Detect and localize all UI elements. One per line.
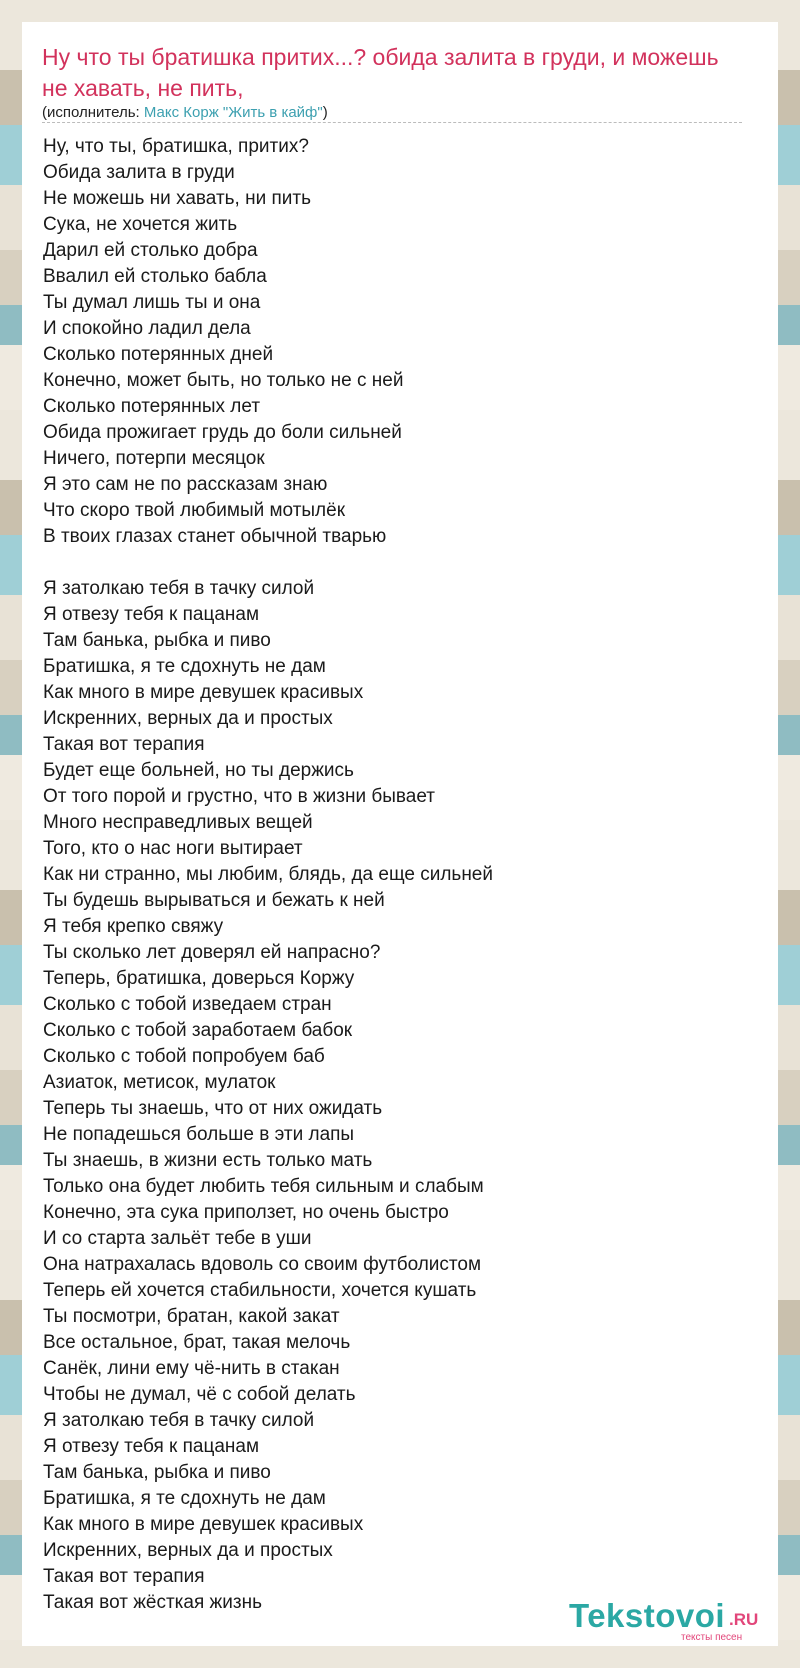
- lyric-line: Как много в мире девушек красивых: [43, 1514, 364, 1535]
- performer-info: [42, 104, 328, 121]
- lyric-line: Ну, что ты, братишка, притих?: [43, 136, 309, 157]
- lyric-line: И со старта зальёт тебе в уши: [43, 1228, 312, 1249]
- lyric-line: Я отвезу тебя к пацанам: [43, 1436, 260, 1457]
- lyric-line: Ты знаешь, в жизни есть только мать: [43, 1150, 373, 1171]
- lyric-line: Азиаток, метисок, мулаток: [43, 1072, 276, 1093]
- lyric-line: Теперь, братишка, доверься Коржу: [43, 968, 355, 989]
- lyric-line: Конечно, эта сука приползет, но очень быстро: [43, 1202, 449, 1223]
- lyric-line: Теперь ты знаешь, что от них ожидать: [43, 1098, 383, 1119]
- lyric-line: Я это сам не по рассказам знаю: [43, 474, 328, 495]
- lyric-line: Не можешь ни хавать, ни пить: [43, 188, 311, 209]
- logo-word: Tekstovoi: [569, 1597, 726, 1634]
- lyric-line: Там банька, рыбка и пиво: [43, 630, 271, 651]
- lyric-line: Как много в мире девушек красивых: [43, 682, 364, 703]
- lyric-line: Ничего, потерпи месяцок: [43, 448, 265, 469]
- lyric-line: Такая вот жёсткая жизнь: [43, 1592, 262, 1613]
- lyric-line: Сколько потерянных дней: [43, 344, 274, 365]
- lyric-line: Сколько с тобой попробуем баб: [43, 1046, 325, 1067]
- lyric-line: В твоих глазах станет обычной тварью: [43, 526, 387, 547]
- lyric-line: Ввалил ей столько бабла: [43, 266, 267, 287]
- lyric-line: Дарил ей столько добра: [43, 240, 258, 261]
- logo-tagline: тексты песен: [681, 1632, 743, 1643]
- lyric-line: Что скоро твой любимый мотылёк: [43, 500, 346, 521]
- lyric-line: Там банька, рыбка и пиво: [43, 1462, 271, 1483]
- lyric-line: Ты будешь вырываться и бежать к ней: [43, 890, 385, 911]
- performer-prefix: (исполнитель:: [42, 104, 144, 121]
- logo-domain: .RU: [729, 1610, 759, 1629]
- lyric-line: Не попадешься больше в эти лапы: [43, 1124, 355, 1145]
- lyric-line: Сколько с тобой изведаем стран: [43, 994, 332, 1015]
- site-logo[interactable]: [569, 1597, 774, 1643]
- lyric-line: Братишка, я те сдохнуть не дам: [43, 656, 326, 677]
- lyric-line: Будет еще больней, но ты держись: [43, 760, 354, 781]
- title-divider: [42, 122, 742, 123]
- lyric-line: Много несправедливых вещей: [43, 812, 313, 833]
- lyric-line: Как ни странно, мы любим, блядь, да еще сильней: [43, 864, 493, 885]
- performer-suffix: ): [322, 104, 328, 121]
- lyric-line: Обида прожигает грудь до боли сильней: [43, 422, 402, 443]
- lyric-line: Такая вот терапия: [43, 1566, 205, 1587]
- lyric-line: Искренних, верных да и простых: [43, 708, 333, 729]
- lyric-line: Ты думал лишь ты и она: [43, 292, 261, 313]
- lyric-line: Я затолкаю тебя в тачку силой: [43, 1410, 315, 1431]
- lyric-line: Ты посмотри, братан, какой закат: [43, 1306, 340, 1327]
- stanza-gap: [43, 550, 493, 576]
- lyric-line: Сколько потерянных лет: [43, 396, 261, 417]
- lyric-line: Я отвезу тебя к пацанам: [43, 604, 260, 625]
- lyric-line: Того, кто о нас ноги вытирает: [43, 838, 303, 859]
- performer-link[interactable]: Макс Корж "Жить в кайф": [143, 104, 323, 121]
- lyric-line: И спокойно ладил дела: [43, 318, 251, 339]
- lyric-line: Теперь ей хочется стабильности, хочется кушать: [43, 1280, 477, 1301]
- lyric-line: Чтобы не думал, чё с собой делать: [43, 1384, 356, 1405]
- lyrics-text: [43, 134, 493, 1616]
- lyric-line: Такая вот терапия: [43, 734, 205, 755]
- lyric-line: От того порой и грустно, что в жизни бывает: [43, 786, 435, 807]
- lyric-line: Обида залита в груди: [43, 162, 235, 183]
- lyrics-card: [22, 22, 778, 1646]
- lyric-line: Ты сколько лет доверял ей напрасно?: [43, 942, 381, 963]
- lyric-line: Только она будет любить тебя сильным и слабым: [43, 1176, 484, 1197]
- lyric-line: Санёк, лини ему чё-нить в стакан: [43, 1358, 340, 1379]
- lyrics-stanza-2: [43, 576, 493, 1616]
- lyric-line: Я затолкаю тебя в тачку силой: [43, 578, 315, 599]
- lyric-line: Сколько с тобой заработаем бабок: [43, 1020, 353, 1041]
- lyrics-stanza-1: [43, 134, 493, 550]
- page-title: Ну что ты братишка притих...? обида залита в груди, и можешь не хавать, не пить,: [42, 44, 719, 101]
- lyric-line: Братишка, я те сдохнуть не дам: [43, 1488, 326, 1509]
- lyric-line: Я тебя крепко свяжу: [43, 916, 224, 937]
- lyric-line: Искренних, верных да и простых: [43, 1540, 333, 1561]
- lyric-line: Конечно, может быть, но только не с ней: [43, 370, 404, 391]
- lyric-line: Она натрахалась вдоволь со своим футболистом: [43, 1254, 482, 1275]
- lyric-line: Сука, не хочется жить: [43, 214, 238, 235]
- lyric-line: Все остальное, брат, такая мелочь: [43, 1332, 351, 1353]
